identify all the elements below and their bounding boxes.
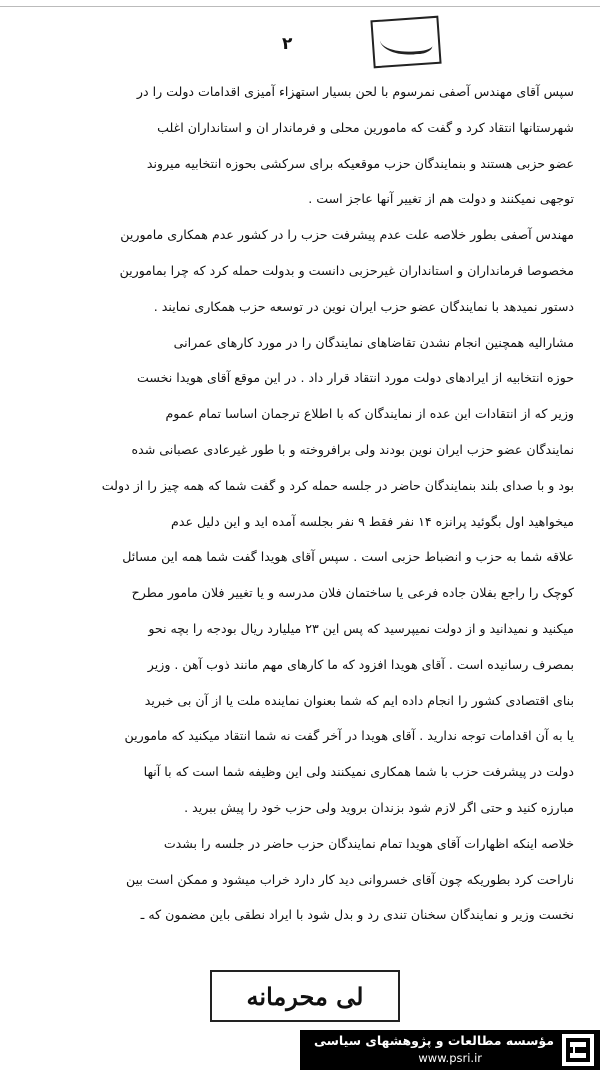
document-line: عضو حزبی هستند و بنمایندگان حزب موقعیکه برای سرکشی بحوزه انتخابیه میروند — [146, 155, 574, 171]
document-line: مبارزه کنید و حتی اگر لازم شود بزندان بروید ولی حزب خود را پیش ببرید . — [184, 799, 574, 815]
document-line: شهرستانها انتقاد کرد و گفت که مامورین محلی و فرماندار ان و استانداران اغلب — [157, 119, 574, 135]
document-line: توجهی نمیکنند و دولت هم از تغییر آنها عاجز است . — [308, 191, 574, 207]
page-top-edge — [0, 0, 600, 7]
document-line: حوزه انتخابیه از ایرادهای دولت مورد انتقاد قرار داد . در این موقع آقای هویدا نخست — [136, 370, 574, 386]
document-line: میکنید و نمیدانید و از دولت نمیپرسید که پس این ۲۳ میلیارد ریال بودجه را بچه نحو — [148, 620, 574, 636]
top-stamp-mark — [370, 16, 441, 69]
document-line: دولت در پیشرفت حزب با شما همکاری نمیکنند ولی این وظیفه شما است که با آنها — [143, 764, 574, 780]
psri-logo-icon — [562, 1034, 594, 1066]
document-line: یا به آن اقدامات توجه ندارید . آقای هویدا در آخر گفت نه شما انتقاد میکنید که مامورین — [124, 728, 574, 744]
document-line: علاقه شما به حزب و انضباط حزبی است . سپس آقای هویدا گفت شما همه این مسائل — [122, 549, 574, 565]
page-number: ۲ — [282, 34, 293, 54]
document-body — [44, 74, 574, 933]
document-line: مهندس آصفی بطور خلاصه علت عدم پیشرفت حزب را در کشور عدم همکاری مامورین — [120, 227, 574, 243]
stamp-scribble — [379, 26, 433, 57]
document-line: سپس آقای مهندس آصفی نمرسوم با لحن بسیار استهزاء آمیزی اقدامات دولت را در — [136, 84, 574, 99]
document-line: مخصوصا فرمانداران و استانداران غیرحزبی دانست و بدولت حمله کرد که چرا بمامورین — [119, 262, 574, 278]
document-line: میخواهید اول بگوئید پرانزه ۱۴ نفر فقط ۹ نفر بجلسه آمده اید و این دلیل عدم — [171, 513, 574, 529]
archive-watermark-bar — [300, 1030, 600, 1070]
document-line: نخست وزیر و نمایندگان سخنان تندی رد و بدل شود با ایراد نطقی باین مضمون که ـ — [140, 907, 574, 923]
confidential-stamp — [210, 970, 400, 1022]
confidential-stamp-text: لی محرمانه — [246, 981, 364, 1011]
document-line: خلاصه اینکه اظهارات آقای هویدا تمام نمایندگان حزب حاضر در جلسه را بشدت — [163, 835, 574, 851]
archive-org-name: مؤسسه مطالعات و پژوهشهای سیاسی — [313, 1033, 554, 1048]
document-line: بمصرف رسانیده است . آقای هویدا افزود که ما کارهای مهم مانند ذوب آهن . وزیر — [147, 656, 574, 672]
document-line: بود و با صدای بلند بنمایندگان حاضر در جلسه حمله کرد و گفت شما که همه چیز را از دولت — [101, 477, 574, 493]
document-line: نمایندگان عضو حزب ایران نوین بودند ولی برافروخته و با طور غیرعادی عصبانی شده — [131, 441, 574, 457]
document-line: دستور نمیدهد با نمایندگان عضو حزب ایران نوین در توسعه حزب همکاری نمایند . — [153, 298, 574, 314]
archive-url: www.psri.ir — [418, 1051, 482, 1065]
document-line: مشارالیه همچنین انجام نشدن تقاضاهای نمایندگان را در مورد کارهای عمرانی — [173, 334, 574, 350]
document-line: بنای اقتصادی کشور را انجام داده ایم که شما بعنوان نماینده ملت یا از آن بی خبرید — [144, 692, 574, 708]
document-line: وزیر که از انتقادات این عده از نمایندگان که با اطلاع ترجمان اساسا تمام عموم — [165, 406, 574, 422]
document-line: کوچک را راجع بفلان جاده فرعی یا ساختمان فلان مدرسه و یا تغییر فلان مامور مطرح — [131, 585, 574, 601]
document-line: ناراحت کرد بطوریکه چون آقای خسروانی دید کار دارد خراب میشود و ممکن است بین — [126, 871, 574, 887]
